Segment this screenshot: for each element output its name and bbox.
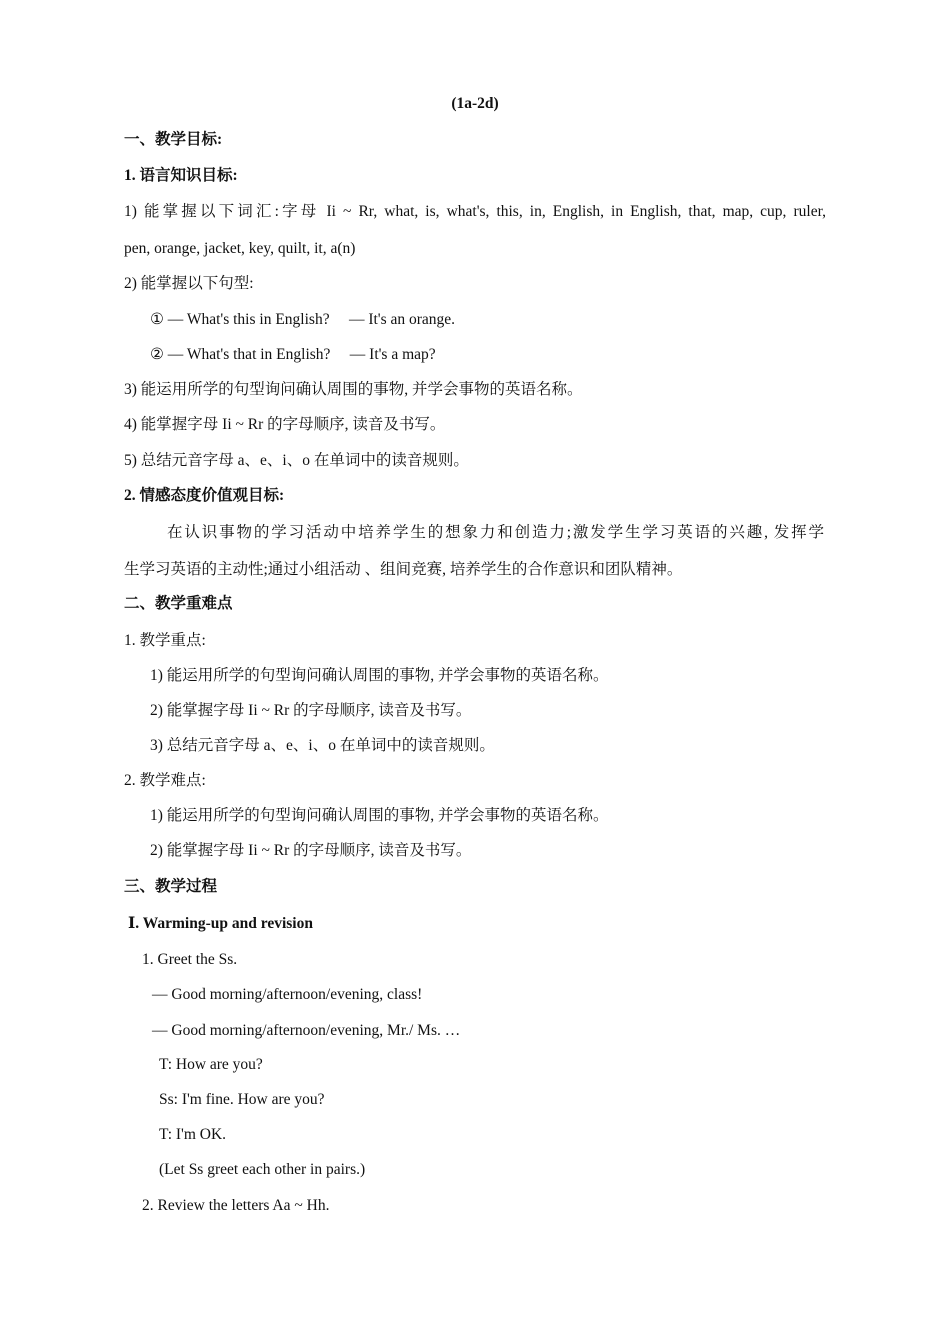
goal-5: 5) 总结元音字母 a、e、i、o 在单词中的读音规则。 [124,452,469,469]
subheading-language-knowledge: 1. 语言知识目标: [124,167,238,184]
emotion-line-2: 生学习英语的主动性;通过小组活动 、组间竞赛, 培养学生的合作意识和团队精神。 [124,561,683,578]
subheading-emotion-values: 2. 情感态度价值观目标: [124,487,285,504]
section-heading-process: 三、教学过程 [124,878,218,895]
page-title: (1a-2d) [451,95,499,112]
difficult-point-1: 1) 能运用所学的句型询问确认周围的事物, 并学会事物的英语名称。 [150,807,609,824]
goal-3: 3) 能运用所学的句型询问确认周围的事物, 并学会事物的英语名称。 [124,381,583,398]
greeting-line-2: — Good morning/afternoon/evening, Mr./ Ms. … [152,1022,461,1039]
pattern-1: ① — What's this in English? — It's an orange. [150,311,456,328]
dialog-line-3: T: I'm OK. [159,1126,227,1143]
goal-4: 4) 能掌握字母 Ii ~ Rr 的字母顺序, 读音及书写。 [124,416,446,433]
step-item-greet: 1. Greet the Ss. [142,951,238,968]
pattern-2: ② — What's that in English? — It's a map? [150,346,436,363]
dialog-line-2: Ss: I'm fine. How are you? [159,1091,325,1108]
dialog-line-4: (Let Ss greet each other in pairs.) [159,1161,366,1178]
dialog-line-1: T: How are you? [159,1056,263,1073]
difficult-points-label: 2. 教学难点: [124,772,206,789]
vocab-line-1: 1) 能掌握以下词汇:字母 Ii ~ Rr, what, is, what's, this, in, English, in English, that, map, cup, ruler, [124,203,826,220]
section-heading-objectives: 一、教学目标: [124,131,223,148]
emotion-line-1: 在认识事物的学习活动中培养学生的想象力和创造力;激发学生学习英语的兴趣, 发挥学 [167,524,824,541]
vocab-line-2: pen, orange, jacket, key, quilt, it, a(n) [124,240,356,257]
difficult-point-2: 2) 能掌握字母 Ii ~ Rr 的字母顺序, 读音及书写。 [150,842,472,859]
key-point-2: 2) 能掌握字母 Ii ~ Rr 的字母顺序, 读音及书写。 [150,702,472,719]
step-item-review-letters: 2. Review the letters Aa ~ Hh. [142,1197,330,1214]
key-point-1: 1) 能运用所学的句型询问确认周围的事物, 并学会事物的英语名称。 [150,667,609,684]
step-heading-warming-up: Ⅰ. Warming-up and revision [128,915,313,932]
patterns-label: 2) 能掌握以下句型: [124,275,254,292]
key-points-label: 1. 教学重点: [124,632,206,649]
key-point-3: 3) 总结元音字母 a、e、i、o 在单词中的读音规则。 [150,737,495,754]
section-heading-key-points: 二、教学重难点 [124,595,233,612]
greeting-line-1: — Good morning/afternoon/evening, class! [152,986,423,1003]
